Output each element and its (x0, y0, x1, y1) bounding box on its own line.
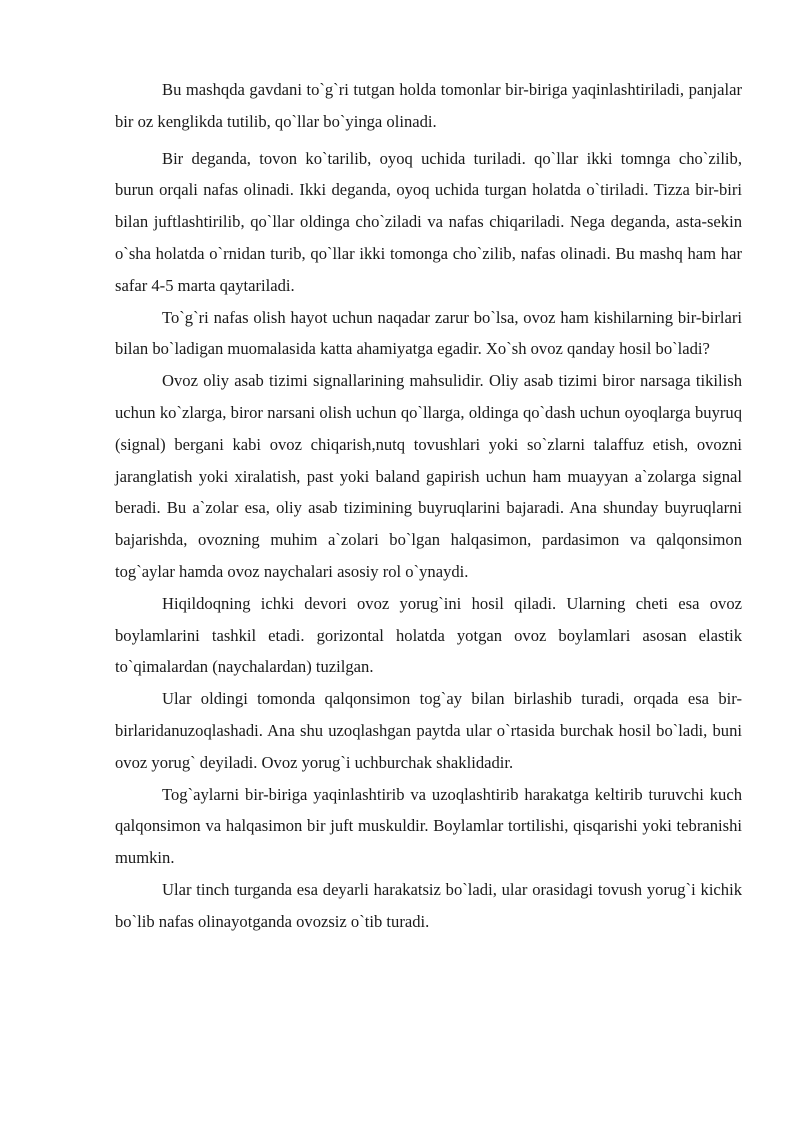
paragraph-1: Bu mashqda gavdani to`g`ri tutgan holda tomonlar bir-biriga yaqinlashtiriladi, panjalar bir oz kenglikda tutilib, qo`llar bo`yinga olinadi. (115, 80, 742, 131)
paragraph-6: Ular oldingi tomonda qalqonsimon tog`ay bilan birlashib turadi, orqada esa bir-birlaridanuzoqlashadi. Ana shu uzoqlashgan paytda ular o`rtasida burchak hosil bo`ladi, buni ovoz yorug` deyiladi. Ovoz yorug`i uchburchak shaklidadir. (115, 689, 742, 772)
paragraph-4: Ovoz oliy asab tizimi signallarining mahsulidir. Oliy asab tizimi biror narsaga tikilish uchun ko`zlarga, biror narsani olish uchun qo`llarga, oldinga qo`dash uchun oyoqlarga buyruq (signal) bergani kabi ovoz chiqarish,nutq tovushlari yoki so`zlarni talaffuz etish, ovozni jaranglatish yoki xiralatish, past yoki baland gapirish uchun ham muayyan a`zolarga signal beradi. Bu a`zolar esa, oliy asab tizimining buyruqlarini bajaradi. Ana shunday buyruqlarni bajarishda, ovozning muhim a`zolari bo`lgan halqasimon, pardasimon va qalqonsimon tog`aylar hamda ovoz naychalari asosiy rol o`ynaydi. (115, 371, 742, 581)
paragraph-5: Hiqildoqning ichki devori ovoz yorug`ini hosil qiladi. Ularning cheti esa ovoz boylamlarini tashkil etadi. gorizontal holatda yotgan ovoz boylamlari asosan elastik to`qimalardan (naychalardan) tuzilgan. (115, 593, 742, 677)
paragraph-8: Ular tinch turganda esa deyarli harakatsiz bo`ladi, ular orasidagi tovush yorug`i kichik bo`lib nafas olinayotganda ovozsiz o`tib turadi. (115, 879, 742, 931)
document-body (115, 74, 742, 938)
paragraph-2: Bir deganda, tovon ko`tarilib, oyoq uchida turiladi. qo`llar ikki tomnga cho`zilib, burun orqali nafas olinadi. Ikki deganda, oyoq uchida turgan holatda o`tiriladi. Tizza bir-biri bilan juftlashtirilib, qo`llar oldinga cho`ziladi va nafas chiqariladi. Nega deganda, asta-sekin o`sha holatda o`rnidan turib, qo`llar ikki tomonga cho`zilib, nafas olinadi. Bu mashq ham har safar 4-5 marta qaytariladi. (115, 148, 742, 295)
paragraph-3: To`g`ri nafas olish hayot uchun naqadar zarur bo`lsa, ovoz ham kishilarning bir-birlari bilan bo`ladigan muomalasida katta ahamiyatga egadir. Xo`sh ovoz qanday hosil bo`ladi? (115, 307, 742, 359)
paragraph-7: Tog`aylarni bir-biriga yaqinlashtirib va uzoqlashtirib harakatga keltirib turuvchi kuch qalqonsimon va halqasimon bir juft muskuldir. Boylamlar tortilishi, qisqarishi yoki tebranishi mumkin. (115, 784, 742, 868)
